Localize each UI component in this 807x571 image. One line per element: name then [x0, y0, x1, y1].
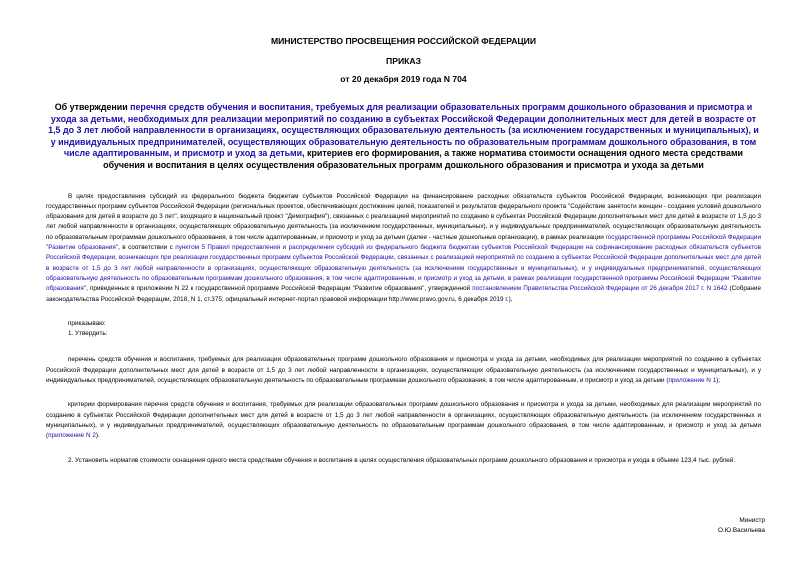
link-appendix-2[interactable]: приложение N 2: [48, 432, 96, 440]
title-prefix: Об утверждении: [54, 102, 131, 112]
signature-position: Министр: [739, 517, 765, 524]
document-title: [46, 102, 761, 172]
ministry-name: МИНИСТЕРСТВО ПРОСВЕЩЕНИЯ РОССИЙСКОЙ ФЕДЕРАЦИИ: [270, 36, 537, 46]
list-item-1: [46, 355, 761, 386]
document-body: [46, 192, 761, 466]
title-suffix: , критериев его формирования, а также норматива стоимости оснащения одного места средствами обучения и воспитания в целях осуществления образовательных программ дошкольного образования и присмотра и ухода за детьми: [103, 148, 743, 170]
list-item-2: [46, 400, 761, 441]
preamble-text-1: В целях предоставления субсидий из федерального бюджета бюджетам субъектов Российской Федерации на финансирование расходных обязательств субъектов Российской Федерации, возникающих при реализации государственных программ субъектов Российской Федерации (региональных проектов, обеспечивающих достижение целей, показателей и результатов федерального проекта "Содействие занятости женщин - создание условий дошкольного образования для детей в возрасте до 3 лет", входящего в национальный проект "Демография"), связанных с реализацией мероприятий по созданию в субъектах Российской Федерации дополнительных мест для детей в возрасте от 1,5 до 3 лет любой направленности в организациях, осуществляющих образовательную деятельность (за исключением государственных, муниципальных), и у индивидуальных предпринимателей, осуществляющих образовательную деятельность по образовательным программам дошкольного образования, в том числе адаптированным, и присмотр и уход за детьми (далее - частные дошкольные организации), в рамках реализации: [46, 192, 761, 241]
document-type: ПРИКАЗ: [386, 56, 421, 66]
signature-block: [718, 516, 765, 536]
list-item-2-end: ).: [95, 432, 100, 440]
item-1: 1. Утвердить:: [68, 330, 108, 338]
preamble-text-4: (Собрание законодательства Российской Федерации, 2018, N 1, ст.375; официальный интернет-портал правовой информации http://www.pravo.gov.ru, 6 декабря 2019 г.),: [46, 285, 762, 303]
order-word: приказываю:: [68, 319, 106, 327]
item-2: 2. Установить норматив стоимости оснащения одного места средствами обучения и воспитания в целях осуществления образовательных программ дошкольного образования и присмотра и ухода в объеме 123,4 тыс. рублей.: [68, 456, 736, 464]
link-government-decree[interactable]: постановлением Правительства Российской Федерации от 26 декабря 2017 г. N 1642: [472, 285, 728, 293]
link-rules-clause-5[interactable]: пунктом 5 Правил предоставления и распределения субсидий из федерального бюджета бюджетам субъектов Российской Федерации на софинансирование расходных обязательств субъектов Российской Федерации, возникающих при реализации государственных программ субъектов Российской Федерации, связанных с реализацией мероприятий по созданию в субъектах Российской Федерации дополнительных мест для детей в возрасте от 1,5 до 3 лет любой направленности в организациях, осуществляющих образовательную деятельность (за исключением государственных и муниципальных), и у индивидуальных предпринимателей, осуществляющих образовательную деятельность по образовательным программам дошкольного образования, в том числе адаптированным, и присмотр и уход за детьми, в рамках реализации государственной программы Российской Федерации "Развитие образования": [46, 244, 762, 293]
signature-name: О.Ю.Васильева: [717, 527, 765, 534]
link-appendix-1[interactable]: приложение N 1: [668, 377, 717, 385]
preamble-text-3: , приведенных в приложении N 22 к государственной программе Российской Федерации "Развитие образования", утвержденной: [86, 285, 473, 293]
title-link[interactable]: перечня средств обучения и воспитания, требуемых для реализации образовательных программ дошкольного образования и присмотра и ухода за детьми, необходимых для реализации мероприятий по созданию в субъектах Российской Федерации дополнительных мест для детей в возрасте от 1,5 до 3 лет любой направленности в организациях, осуществляющих образовательную деятельность (за исключением государственных и муниципальных), и у индивидуальных предпринимателей, осуществляющих образовательную деятельность по образовательным программам дошкольного образования, в том числе адаптированным, и присмотр и уход за детьми: [48, 102, 759, 159]
link-state-program[interactable]: государственной программы Российской Федерации "Развитие образования": [46, 233, 761, 252]
document-date: от 20 декабря 2019 года N 704: [340, 74, 467, 84]
list-item-1-end: );: [716, 377, 721, 385]
preamble-paragraph: [46, 192, 761, 305]
list-item-2-text: критерии формирования перечня средств обучения и воспитания, требуемых для реализации образовательных программ дошкольного образования и присмотра и ухода за детьми, необходимых для реализации мероприятий по созданию в субъектах Российской Федерации дополнительных мест для детей в возрасте от 1,5 до 3 лет любой направленности в организациях, осуществляющих образовательную деятельность (за исключением государственных и муниципальных), и у индивидуальных предпринимателей, осуществляющих образовательную деятельность по образовательным программам дошкольного образования, в том числе адаптированным, и присмотр и уход за детьми (: [46, 401, 761, 440]
preamble-text-2: , в соответствии с: [118, 244, 176, 252]
list-item-1-text: перечень средств обучения и воспитания, требуемых для реализации образовательных программ дошкольного образования и присмотра и ухода за детьми, необходимых для реализации мероприятий по созданию в субъектах Российской Федерации дополнительных мест для детей в возрасте от 1,5 до 3 лет любой направленности в организациях, осуществляющих образовательную деятельность (за исключением государственных и муниципальных), и у индивидуальных предпринимателей, осуществляющих образовательную деятельность по образовательным программам дошкольного образования, в том числе адаптированным, и присмотр и уход за детьми (: [46, 356, 761, 385]
